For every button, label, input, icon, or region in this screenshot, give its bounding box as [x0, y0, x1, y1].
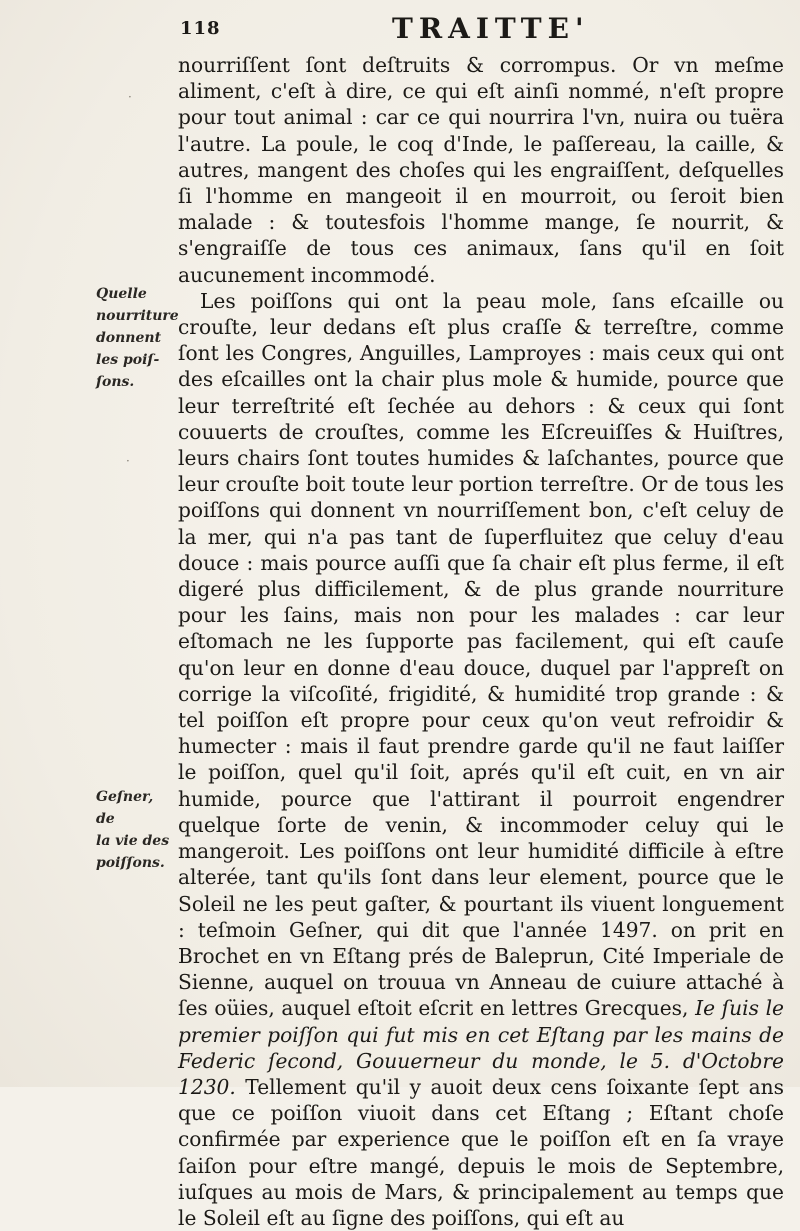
margin-note-line: les poiſ- — [96, 352, 160, 368]
paragraph-1 — [178, 52, 784, 288]
margin-note-line: ſons. — [96, 374, 135, 390]
margin-note-line: Geſner, de — [96, 789, 154, 827]
ring-inscription: Ie ſuis le premier poiſſon qui fut mis en cet Eſtang par les mains de Federic ſecond, Gouuerneur du monde, le 5. d'Octobre 1230. — [178, 996, 785, 1099]
paragraph-text-continued: Tellement qu'il y auoit deux cens ſoixante ſept ans que ce poiſſon viuoit dans cet Eſtang ; Eſtant choſe confirmée par experience que le poiſſon eſt en ſa vraye ſaiſon pour eſtre mangé, depuis le mois de Septembre, iuſques au mois de Mars, & principalement au temps que le Soleil eſt au ſigne des poiſſons, qui eſt au — [178, 1074, 784, 1230]
page-header — [180, 12, 780, 48]
paragraph-2 — [178, 288, 784, 1231]
margin-note-line: nourriture — [96, 308, 179, 324]
margin-note-line: Quelle — [96, 286, 147, 302]
margin-note-line: donnent — [96, 330, 162, 346]
page-number: 118 — [180, 18, 221, 39]
running-title: TRAITTE' — [392, 12, 590, 45]
margin-note-nourriture — [96, 283, 179, 393]
paper-speck: · — [126, 454, 130, 468]
margin-note-line: poiſſons. — [96, 855, 165, 871]
margin-note-gesner — [96, 786, 176, 874]
margin-note-line: la vie des — [96, 833, 170, 849]
paragraph-text: nourriſſent ſont deſtruits & corrompus. Or vn meſme aliment, c'eſt à dire, ce qui eſt ainſi nommé, n'eſt propre pour tout animal : car ce qui nourrira l'vn, nuira ou tuëra l'autre. La poule, le coq d'Inde, le paſſereau, la caille, & autres, mangent des choſes qui les engraiſſent, deſquelles ſi l'homme en mangeoit il en mourroit, ou ſeroit bien malade : & toutesfois l'homme mange, ſe nourrit, & s'engraiſſe de tous ces animaux, ſans qu'il en ſoit aucunement incommodé. — [178, 53, 784, 287]
body-text — [178, 52, 784, 1231]
paragraph-text: Les poiſſons qui ont la peau mole, ſans eſcaille ou crouſte, leur dedans eſt plus craſſe & terreſtre, comme ſont les Congres, Anguilles, Lamproyes : mais ceux qui ont des eſcailles ont la chair plus mole & humide, pource que leur terreſtrité eſt ſechée au dehors : & ceux qui ſont couuerts de crouſtes, comme les Eſcreuiſſes & Huiſtres, leurs chairs ſont toutes humides & laſchantes, pource que leur crouſte boit toute leur portion terreſtre. Or de tous les poiſſons qui donnent vn nourriſſement bon, c'eſt celuy de la mer, qui n'a pas tant de ſuperfluitez que celuy d'eau douce : mais pource auſſi que ſa chair eſt plus ferme, il eſt digeré plus difficilement, & de plus grande nourriture pour les ſains, mais non pour les malades : car leur eſtomach ne les ſupporte pas facilement, qui eſt cauſe qu'on leur en donne d'eau douce, duquel par l'appreſt on corrige la viſcoſité, frigidité, & humidité trop grande : & tel poiſſon eſt propre pour ceux qu'on veut refroidir & humecter : mais il faut prendre garde qu'il ne faut laiſſer le poiſſon, quel qu'il ſoit, aprés qu'il eſt cuit, en vn air humide, pource que l'attirant il pourroit engendrer quelque ſorte de venin, & incommoder celuy qui le mangeroit. Les poiſſons ont leur humidité difficile à eſtre alterée, tant qu'ils ſont dans leur element, pource que le Soleil ne les peut gaſter, & pourtant ils viuent longuement : teſmoin Geſner, qui dit que l'année 1497. on prit en Brochet en vn Eſtang prés de Baleprun, Cité Imperiale de Sienne, auquel on trouua vn Anneau de cuiure attaché à ſes oüies, auquel eſtoit eſcrit en lettres Grecques, — [178, 288, 784, 1021]
paper-speck: · — [128, 90, 132, 104]
